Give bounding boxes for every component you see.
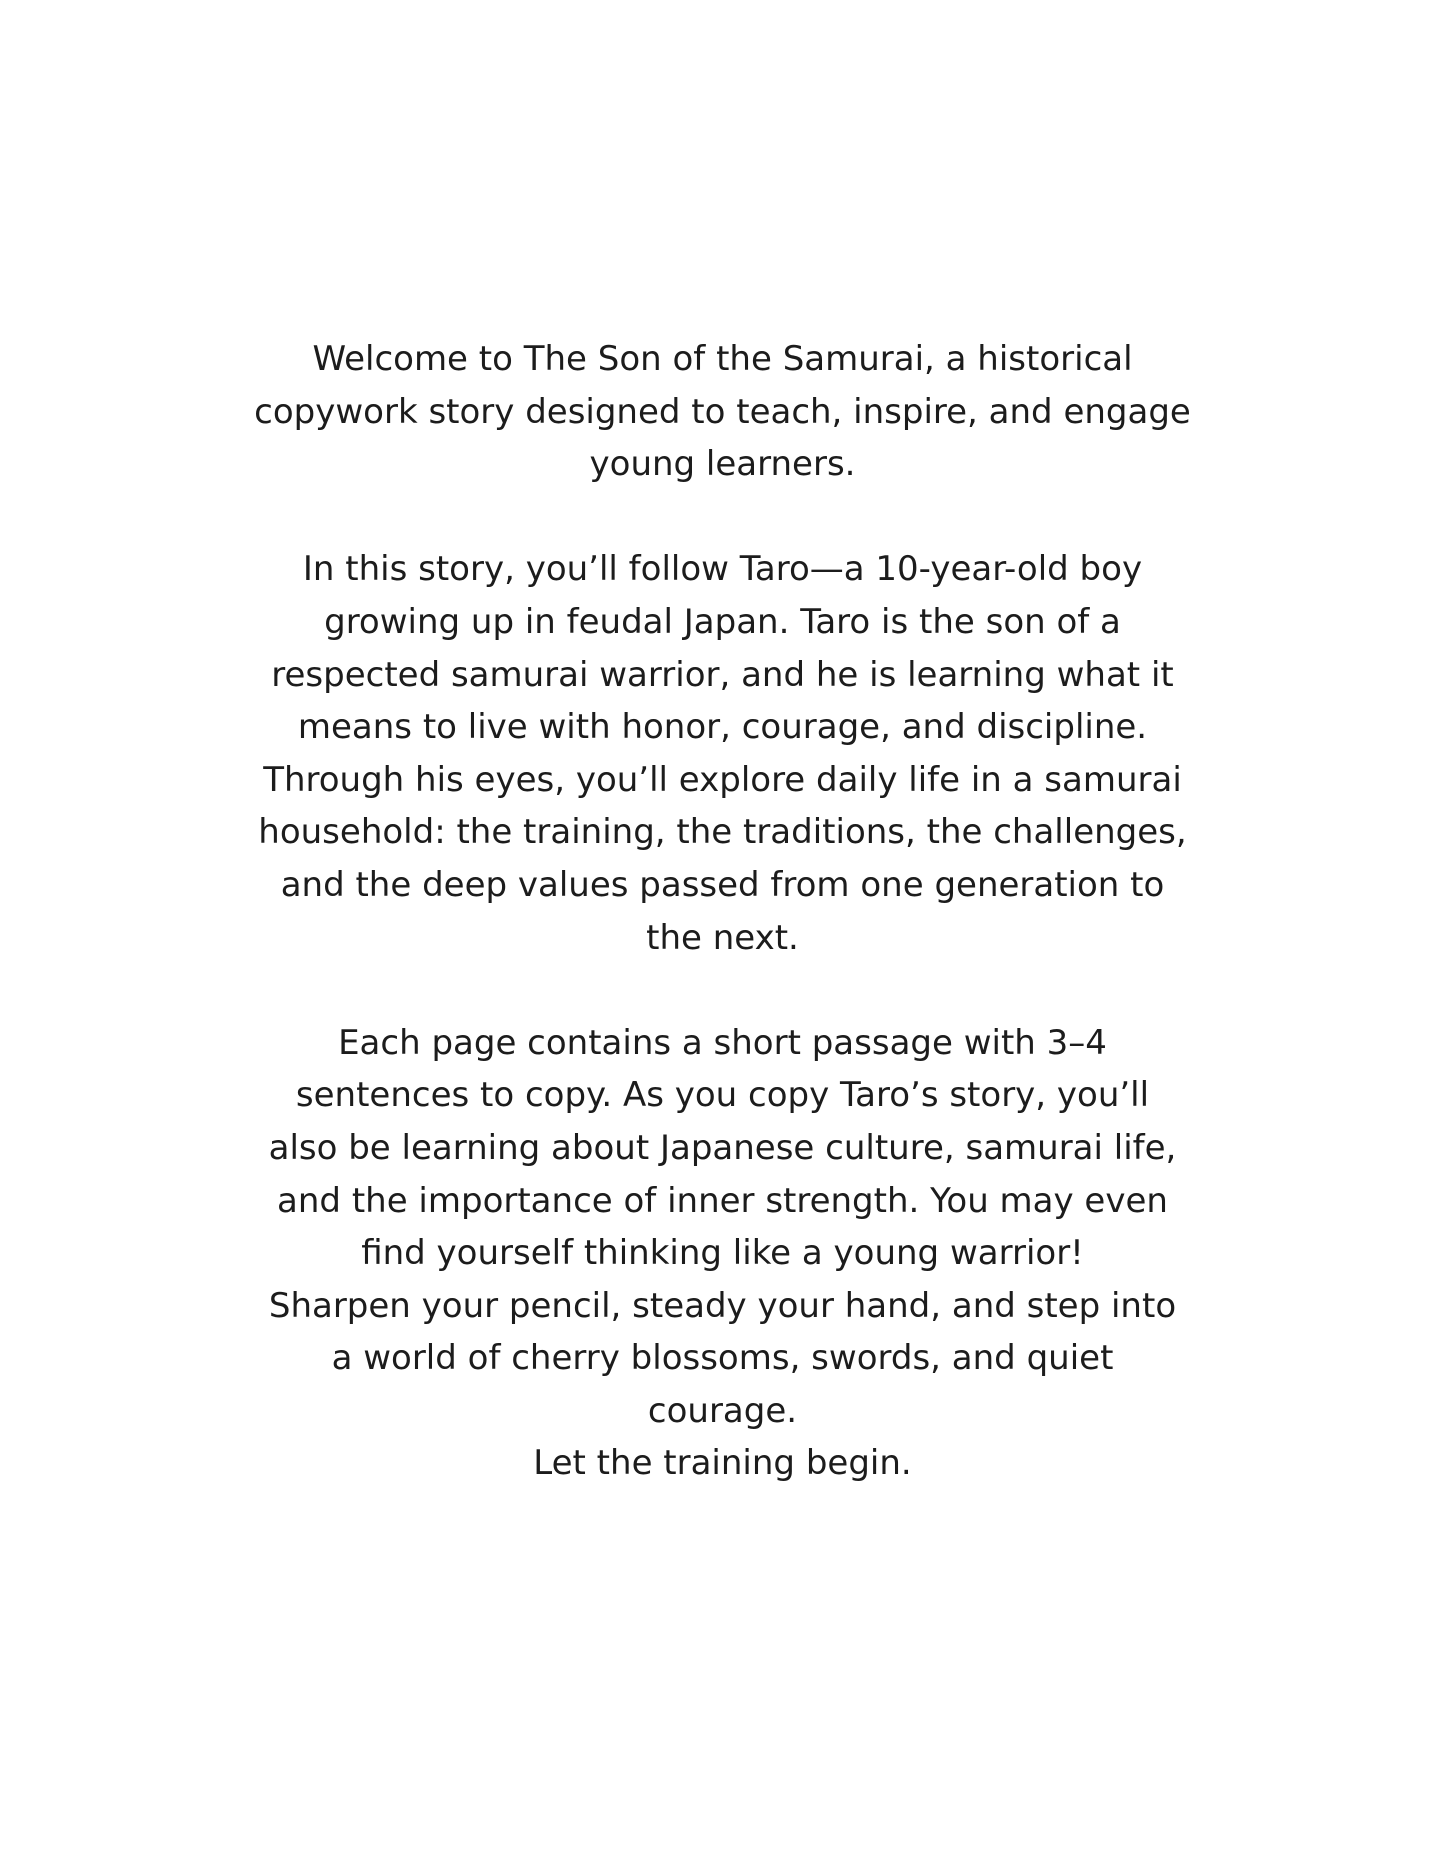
text-line: Through his eyes, you’ll explore daily life in a samurai	[263, 759, 1182, 800]
text-line: Each page contains a short passage with 3–4	[338, 1022, 1107, 1063]
text-line: young learners.	[589, 444, 856, 485]
paragraph-story-intro	[160, 543, 1285, 964]
text-line: household: the training, the traditions, the challenges,	[258, 812, 1187, 853]
text-line: and the importance of inner strength. You may even	[277, 1180, 1168, 1221]
intro-text-block	[160, 333, 1285, 1490]
text-line: find yourself thinking like a young warrior!	[361, 1233, 1084, 1274]
text-line: In this story, you’ll follow Taro—a 10-year-old boy	[302, 549, 1143, 590]
text-line: means to live with honor, courage, and discipline.	[297, 707, 1148, 748]
text-line: copywork story designed to teach, inspire, and engage	[254, 391, 1191, 432]
text-line: a world of cherry blossoms, swords, and quiet	[331, 1338, 1114, 1379]
text-line: courage.	[647, 1390, 798, 1431]
text-line: sentences to copy. As you copy Taro’s story, you’ll	[295, 1075, 1150, 1116]
text-line: growing up in feudal Japan. Taro is the son of a	[324, 601, 1121, 642]
paragraph-welcome	[160, 333, 1285, 491]
text-line: Let the training begin.	[533, 1443, 912, 1484]
paragraph-instructions	[160, 1017, 1285, 1490]
text-line: and the deep values passed from one generation to	[280, 864, 1165, 905]
text-line: Sharpen your pencil, steady your hand, and step into	[268, 1285, 1177, 1326]
text-line: Welcome to The Son of the Samurai, a historical	[312, 339, 1133, 379]
text-line: also be learning about Japanese culture, samurai life,	[268, 1127, 1177, 1168]
text-line: the next.	[646, 917, 799, 958]
text-line: respected samurai warrior, and he is learning what it	[271, 654, 1174, 695]
